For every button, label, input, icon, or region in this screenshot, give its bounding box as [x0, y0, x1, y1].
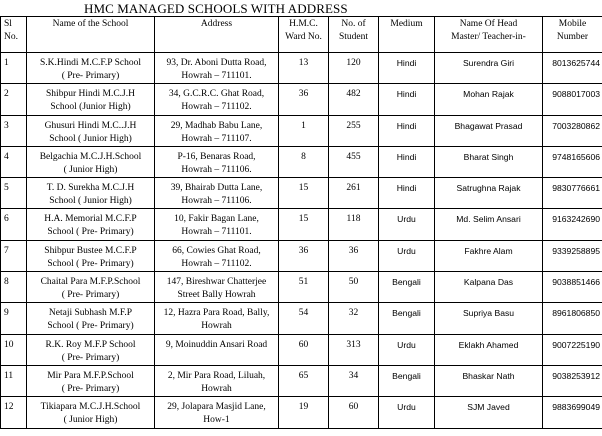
cell-sl: [1, 178, 27, 209]
cell-address: [155, 115, 279, 146]
cell-name-line: Netaji Subhash M.F.P: [48, 308, 133, 319]
cell-students: [329, 365, 379, 396]
cell-head-value: SJM Javed: [467, 402, 510, 413]
cell-name: [27, 178, 155, 209]
cell-ward: [279, 240, 329, 271]
cell-head-value: Bharat Singh: [463, 151, 514, 162]
table-row: [1, 240, 602, 271]
cell-mobile-value: 9339258895: [552, 245, 600, 256]
cell-address: [155, 272, 279, 303]
cell-students-value: 60: [348, 402, 359, 413]
cell-address-line: Howrah – 711106.: [181, 196, 252, 207]
cell-mobile-value: 9038253912: [552, 370, 600, 381]
cell-address-line: How-1: [203, 415, 230, 426]
cell-students-value: 36: [348, 245, 359, 256]
cell-ward-value: 13: [298, 58, 309, 68]
cell-students: [329, 397, 379, 428]
cell-name-line: Mir Para M.F.P.School: [47, 370, 134, 381]
cell-ward-value: 1: [301, 120, 306, 131]
cell-ward: [279, 84, 329, 115]
cell-mobile-value: 9163242690: [552, 214, 600, 225]
cell-ward: [279, 209, 329, 240]
cell-medium: [379, 303, 435, 334]
cell-address-line: 12, Hazra Para Road, Bally,: [163, 308, 270, 319]
cell-address-line: Howrah – 711106.: [181, 164, 252, 175]
cell-head: [435, 303, 543, 334]
cell-medium-value: Urdu: [397, 339, 416, 350]
cell-address-line: 9, Moinuddin Ansari Road: [165, 339, 268, 350]
cell-medium: [379, 209, 435, 240]
cell-medium: [379, 84, 435, 115]
cell-sl-value: 1: [4, 58, 9, 68]
cell-medium-value: Hindi: [396, 58, 417, 68]
header-head: Name Of Head Master/ Teacher-in-: [435, 17, 543, 53]
header-ward: H.M.C. Ward No.: [279, 17, 329, 53]
cell-address: [155, 365, 279, 396]
cell-medium-value: Hindi: [396, 151, 417, 162]
cell-address: [155, 84, 279, 115]
cell-sl-value: 2: [4, 89, 9, 100]
cell-sl-value: 3: [4, 120, 9, 131]
document-title-block: [0, 0, 602, 16]
cell-name-line: R.K. Roy M.F.P School: [45, 339, 136, 350]
cell-name: [27, 146, 155, 177]
cell-head-value: Bhaskar Nath: [462, 370, 515, 381]
cell-medium: [379, 397, 435, 428]
cell-sl-value: 12: [4, 402, 14, 413]
table-row: [1, 84, 602, 115]
cell-ward: [279, 303, 329, 334]
cell-medium-value: Hindi: [396, 120, 417, 131]
cell-head-value: Eklakh Ahamed: [458, 339, 519, 350]
cell-students-value: 34: [348, 370, 359, 381]
cell-head-value: Surendra Giri: [462, 58, 515, 68]
cell-head-value: Md. Selim Ansari: [456, 214, 521, 225]
cell-ward: [279, 178, 329, 209]
cell-name-line: Ghusuri Hindi M.C..J.H: [44, 120, 137, 131]
cell-head-value: Supriya Basu: [462, 308, 515, 319]
cell-medium-value: Hindi: [396, 89, 417, 100]
cell-name-line: ( Pre- Primary): [61, 383, 120, 394]
cell-medium-value: Urdu: [397, 214, 416, 225]
cell-name-line: ( Junior High): [63, 415, 118, 426]
table-row: [1, 397, 602, 428]
cell-medium: [379, 146, 435, 177]
cell-medium-value: Bengali: [392, 277, 421, 288]
cell-head-value: Satrughna Rajak: [456, 183, 521, 194]
cell-head: [435, 272, 543, 303]
header-address: Address: [155, 17, 279, 53]
cell-students: [329, 115, 379, 146]
cell-address-line: Howrah – 711101.: [181, 227, 252, 238]
cell-mobile-value: 9088017003: [552, 89, 600, 100]
cell-medium-value: Urdu: [397, 402, 416, 413]
cell-mobile: [543, 272, 602, 303]
cell-mobile-value: 7003280862: [552, 120, 600, 131]
header-name: Name of the School: [27, 17, 155, 53]
cell-name: [27, 240, 155, 271]
cell-name: [27, 272, 155, 303]
cell-sl-value: 4: [4, 151, 9, 162]
table-row: [1, 272, 602, 303]
cell-mobile: [543, 84, 602, 115]
cell-mobile: [543, 303, 602, 334]
cell-students-value: 313: [346, 339, 361, 350]
cell-name-line: T. D. Surekha M.C.J.H: [46, 183, 135, 194]
cell-medium: [379, 334, 435, 365]
cell-ward-value: 60: [298, 339, 309, 350]
table-row: [1, 209, 602, 240]
cell-address-line: Howrah – 711102.: [181, 258, 252, 269]
cell-name-line: School ( Junior High): [49, 133, 132, 144]
cell-medium: [379, 115, 435, 146]
cell-address-line: 29, Madhab Babu Lane,: [170, 120, 263, 131]
cell-mobile: [543, 146, 602, 177]
cell-name-line: School ( Pre- Primary): [47, 258, 134, 269]
cell-head-value: Fakhre Alam: [464, 245, 513, 256]
cell-name: [27, 334, 155, 365]
cell-name-line: Tikiapara M.C.J.H.School: [40, 402, 141, 413]
cell-address-line: Howrah – 711102.: [181, 102, 252, 113]
cell-name-line: ( Pre- Primary): [61, 290, 120, 301]
header-sl: Sl No.: [1, 17, 27, 53]
cell-mobile-value: 9007225190: [552, 339, 600, 350]
cell-head: [435, 115, 543, 146]
cell-name: [27, 115, 155, 146]
cell-sl: [1, 84, 27, 115]
cell-head: [435, 146, 543, 177]
cell-name-line: ( Pre- Primary): [61, 352, 120, 363]
cell-ward-value: 65: [298, 370, 309, 381]
cell-sl: [1, 334, 27, 365]
cell-mobile: [543, 178, 602, 209]
cell-head: [435, 397, 543, 428]
cell-sl-value: 11: [4, 370, 14, 381]
cell-ward: [279, 334, 329, 365]
cell-students-value: 118: [346, 214, 361, 225]
cell-mobile-value: 9830776661: [552, 183, 600, 194]
cell-medium: [379, 53, 435, 84]
cell-sl: [1, 240, 27, 271]
cell-mobile: [543, 115, 602, 146]
cell-address-line: 2, Mir Para Road, Liluah,: [167, 370, 266, 381]
cell-ward: [279, 272, 329, 303]
cell-ward-value: 19: [298, 402, 309, 413]
cell-address: [155, 178, 279, 209]
cell-address: [155, 53, 279, 84]
cell-head: [435, 53, 543, 84]
cell-name-line: School (Junior High): [50, 102, 131, 113]
cell-name-line: School ( Pre- Primary): [47, 321, 134, 332]
cell-address-line: Street Bally Howrah: [177, 290, 256, 301]
cell-address-line: 66, Cowies Ghat Road,: [172, 245, 261, 256]
cell-head-value: Mohan Rajak: [463, 89, 514, 100]
cell-students: [329, 209, 379, 240]
cell-head-value: Bhagawat Prasad: [454, 120, 523, 131]
cell-name-line: S.K.Hindi M.C.F.P School: [39, 58, 142, 68]
cell-address-line: 34, G.C.R.C. Ghat Road,: [168, 89, 265, 100]
cell-mobile: [543, 209, 602, 240]
cell-mobile: [543, 397, 602, 428]
cell-sl-value: 10: [4, 339, 14, 350]
cell-sl: [1, 272, 27, 303]
cell-sl-value: 9: [4, 308, 9, 319]
cell-address: [155, 240, 279, 271]
cell-name-line: Chaital Para M.F.P.School: [40, 277, 141, 288]
cell-ward-value: 51: [298, 277, 309, 288]
table-row: [1, 178, 602, 209]
cell-address-line: 147, Bireshwar Chatterjee: [166, 277, 267, 288]
cell-head-value: Kalpana Das: [463, 277, 514, 288]
cell-students: [329, 146, 379, 177]
cell-address-line: Howrah – 711107.: [181, 133, 252, 144]
header-students: No. of Student: [329, 17, 379, 53]
cell-name-line: Shibpur Bustee M.C.F.P: [44, 245, 137, 256]
cell-mobile: [543, 53, 602, 84]
cell-name-line: ( Pre- Primary): [61, 71, 120, 81]
cell-medium: [379, 178, 435, 209]
cell-students-value: 455: [346, 151, 361, 162]
cell-ward: [279, 397, 329, 428]
header-mobile: Mobile Number: [543, 17, 602, 53]
cell-mobile: [543, 334, 602, 365]
cell-students-value: 120: [346, 58, 361, 68]
cell-name-line: H.A. Memorial M.C.F.P: [44, 214, 137, 225]
cell-mobile-value: 8961806850: [552, 308, 600, 319]
cell-mobile: [543, 240, 602, 271]
cell-name-line: Shibpur Hindi M.C.J.H: [46, 89, 135, 100]
cell-sl-value: 7: [4, 245, 9, 256]
cell-medium-value: Bengali: [392, 370, 421, 381]
cell-name-line: ( Junior High): [63, 164, 118, 175]
cell-name: [27, 84, 155, 115]
table-row: [1, 146, 602, 177]
cell-ward-value: 15: [298, 214, 309, 225]
cell-sl: [1, 115, 27, 146]
header-medium: Medium: [379, 17, 435, 53]
table-row: [1, 303, 602, 334]
cell-head: [435, 209, 543, 240]
cell-medium: [379, 240, 435, 271]
cell-address: [155, 397, 279, 428]
cell-sl: [1, 53, 27, 84]
cell-address-line: 39, Bhairab Dutta Lane,: [170, 183, 263, 194]
cell-ward-value: 8: [301, 151, 306, 162]
cell-head: [435, 178, 543, 209]
cell-mobile: [543, 365, 602, 396]
cell-mobile-value: 9748165606: [552, 151, 600, 162]
cell-name: [27, 397, 155, 428]
cell-ward: [279, 365, 329, 396]
cell-name-line: School ( Junior High): [49, 196, 132, 207]
table-row: [1, 115, 602, 146]
cell-mobile-value: 8013625744: [552, 58, 600, 68]
cell-name-line: Belgachia M.C.J.H.School: [39, 151, 142, 162]
cell-address: [155, 334, 279, 365]
cell-address: [155, 146, 279, 177]
cell-ward-value: 15: [298, 183, 309, 194]
cell-sl: [1, 209, 27, 240]
cell-name: [27, 53, 155, 84]
table-header-row: [1, 17, 602, 53]
cell-students: [329, 178, 379, 209]
cell-name-line: School ( Pre- Primary): [47, 227, 134, 238]
cell-ward-value: 54: [298, 308, 309, 319]
cell-medium: [379, 272, 435, 303]
cell-medium: [379, 365, 435, 396]
cell-address-line: 29, Jolapara Masjid Lane,: [167, 402, 266, 413]
cell-name: [27, 209, 155, 240]
cell-students-value: 261: [346, 183, 361, 194]
cell-students-value: 255: [346, 120, 361, 131]
cell-ward-value: 36: [298, 89, 309, 100]
table-row: [1, 53, 602, 84]
cell-address-line: 93, Dr. Aboni Dutta Road,: [166, 58, 267, 68]
cell-medium-value: Bengali: [392, 308, 421, 319]
cell-students: [329, 240, 379, 271]
cell-name: [27, 303, 155, 334]
cell-ward: [279, 115, 329, 146]
table-row: [1, 334, 602, 365]
table-row: [1, 365, 602, 396]
cell-medium-value: Hindi: [396, 183, 417, 194]
cell-head: [435, 84, 543, 115]
schools-table: [0, 16, 602, 429]
cell-students: [329, 84, 379, 115]
cell-sl-value: 6: [4, 214, 9, 225]
cell-address-line: Howrah: [201, 321, 232, 332]
cell-medium-value: Urdu: [397, 245, 416, 256]
cell-mobile-value: 9883699049: [552, 402, 600, 413]
cell-mobile-value: 9038851466: [552, 277, 600, 288]
cell-head: [435, 240, 543, 271]
cell-ward: [279, 53, 329, 84]
cell-ward-value: 36: [298, 245, 309, 256]
cell-students: [329, 53, 379, 84]
cell-head: [435, 334, 543, 365]
cell-address-line: P-16, Benaras Road,: [177, 151, 256, 162]
cell-name: [27, 365, 155, 396]
cell-address-line: Howrah – 711101.: [181, 71, 252, 81]
cell-students: [329, 272, 379, 303]
cell-sl: [1, 397, 27, 428]
cell-head: [435, 365, 543, 396]
cell-sl: [1, 365, 27, 396]
cell-students: [329, 334, 379, 365]
cell-sl-value: 8: [4, 277, 9, 288]
cell-sl-value: 5: [4, 183, 9, 194]
cell-students-value: 32: [348, 308, 359, 319]
cell-students-value: 482: [346, 89, 361, 100]
cell-sl: [1, 146, 27, 177]
cell-students: [329, 303, 379, 334]
page-title: HMC MANAGED SCHOOLS WITH ADDRESS: [84, 1, 348, 16]
cell-address-line: 10, Fakir Bagan Lane,: [174, 214, 259, 225]
cell-students-value: 50: [348, 277, 359, 288]
cell-ward: [279, 146, 329, 177]
cell-sl: [1, 303, 27, 334]
cell-address: [155, 303, 279, 334]
cell-address-line: Howrah: [201, 383, 232, 394]
cell-address: [155, 209, 279, 240]
